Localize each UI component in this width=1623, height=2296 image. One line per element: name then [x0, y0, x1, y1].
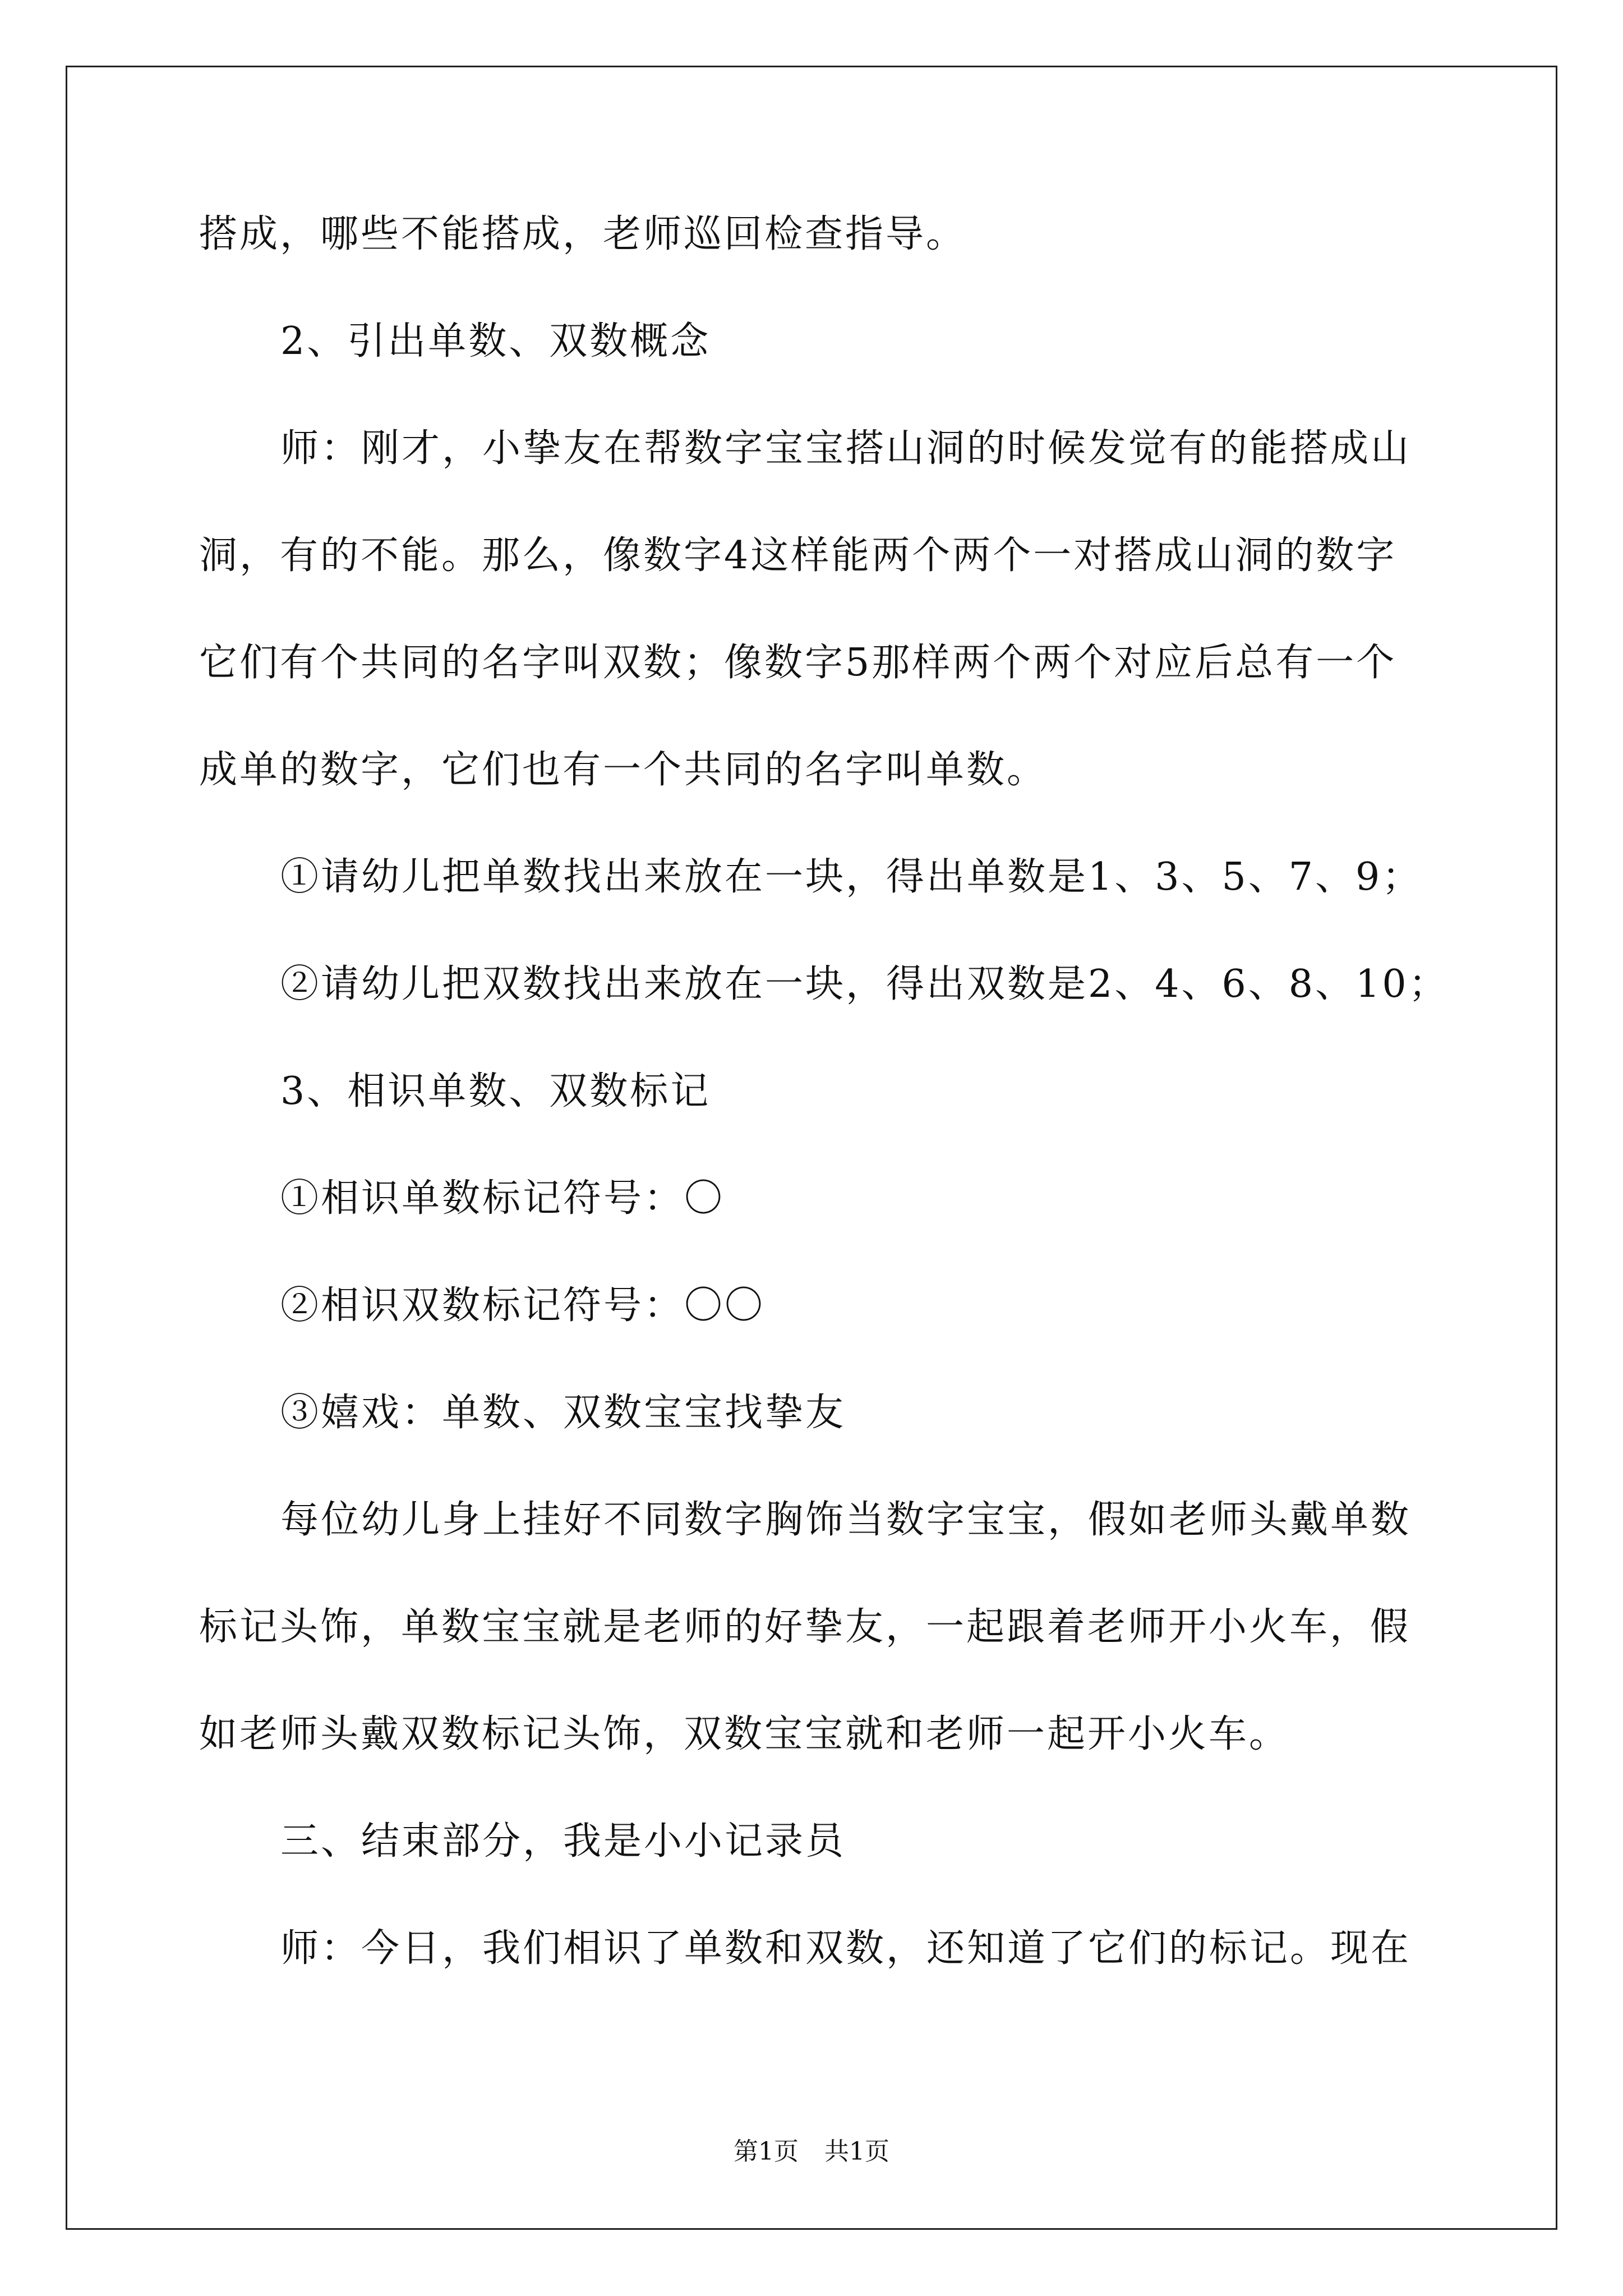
list-item: ②相识双数标记符号：〇〇	[280, 1283, 766, 1328]
document-body	[199, 208, 1449, 2029]
section-heading: 3、相识单数、双数标记	[280, 1069, 711, 1114]
page-total: 共1页	[824, 2137, 889, 2166]
section-heading: 2、引出单数、双数概念	[280, 319, 711, 364]
paragraph-line: 师：今日，我们相识了单数和双数，还知道了它们的标记。现在	[280, 1926, 1412, 1971]
paragraph-line: 如老师头戴双数标记头饰，双数宝宝就和老师一起开小火车。	[199, 1712, 1290, 1756]
paragraph-line: 洞，有的不能。那么，像数字4这样能两个两个一对搭成山洞的数字	[199, 533, 1397, 578]
paragraph-line: 每位幼儿身上挂好不同数字胸饰当数字宝宝，假如老师头戴单数	[280, 1498, 1412, 1542]
paragraph-line: 成单的数字，它们也有一个共同的名字叫单数。	[199, 748, 1048, 792]
list-item: ①相识单数标记符号：〇	[280, 1176, 725, 1221]
section-heading: 三、结束部分，我是小小记录员	[280, 1819, 846, 1864]
page-number: 第1页	[734, 2137, 799, 2166]
page-footer	[0, 2136, 1623, 2168]
paragraph-line: 它们有个共同的名字叫双数；像数字5那样两个两个对应后总有一个	[199, 641, 1397, 685]
list-item: ②请幼儿把双数找出来放在一块，得出双数是2、4、6、8、10；	[280, 962, 1449, 1006]
list-item: ①请幼儿把单数找出来放在一块，得出单数是1、3、5、7、9；	[280, 855, 1423, 899]
paragraph-line: 搭成，哪些不能搭成，老师巡回检查指导。	[199, 212, 967, 256]
paragraph-line: 师：刚才，小挚友在帮数字宝宝搭山洞的时候发觉有的能搭成山	[280, 426, 1412, 471]
list-item: ③嬉戏：单数、双数宝宝找挚友	[280, 1391, 846, 1435]
paragraph-line: 标记头饰，单数宝宝就是老师的好挚友，一起跟着老师开小火车，假	[199, 1605, 1411, 1649]
